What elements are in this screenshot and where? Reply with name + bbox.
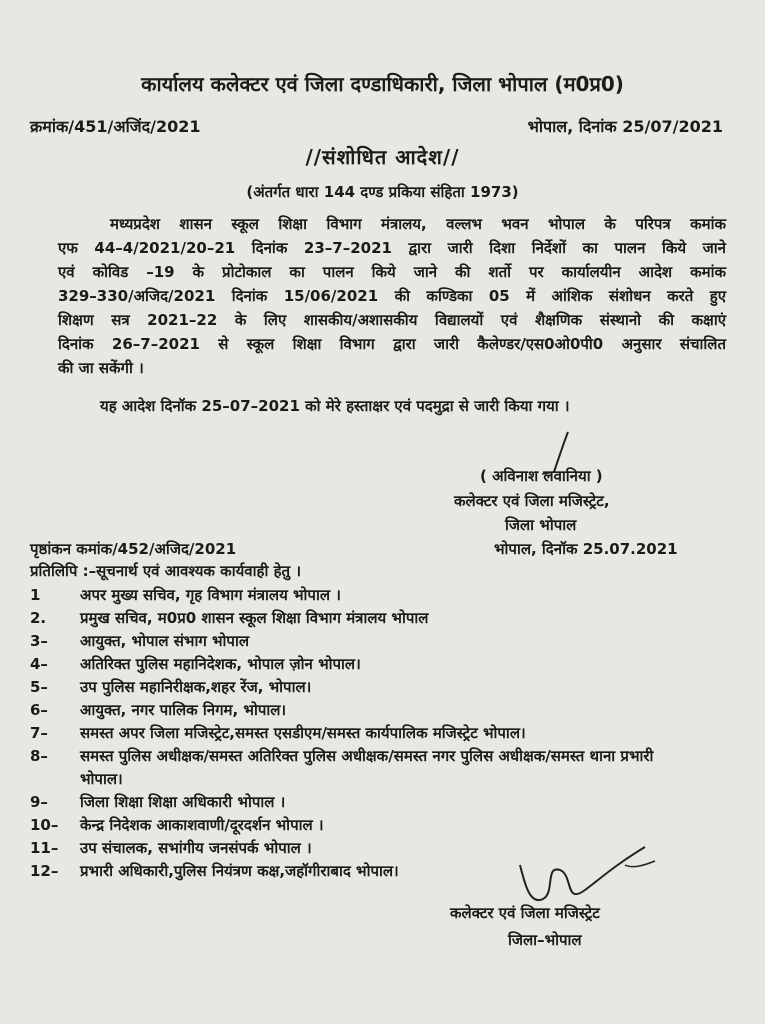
copy-heading: प्रतिलिपि :–सूचनार्थ एवं आवश्यक कार्यवाही हेतु । [30, 562, 302, 580]
body-line: मध्यप्रदेश शासन स्कूल शिक्षा विभाग मंत्रालय, वल्लभ भवन भोपाल के परिपत्र कमांक [110, 215, 726, 233]
copy-recipient: समस्त अपर जिला मजिस्ट्रेट,समस्त एसडीएम/समस्त कार्यपालिक मजिस्ट्रेट भोपाल। [80, 724, 526, 742]
copy-number: 1 [30, 586, 41, 604]
signatory-name: ( अविनाश लवानिया ) [480, 467, 603, 485]
copy-recipient: समस्त पुलिस अधीक्षक/समस्त अतिरिक्त पुलिस अधीक्षक/समस्त नगर पुलिस अधीक्षक/समस्त थाना प्रभारी भोपाल। [80, 747, 654, 788]
copy-number: 12– [30, 862, 59, 880]
order-heading: //संशोधित आदेश// [305, 145, 460, 169]
copy-number: 6– [30, 701, 48, 719]
footer-designation: कलेक्टर एवं जिला मजिस्ट्रेट [450, 904, 600, 922]
copy-item [30, 630, 730, 653]
order-place-date: भोपाल, दिनांक 25/07/2021 [527, 117, 723, 136]
copy-item [30, 699, 730, 722]
copy-item [30, 814, 730, 837]
body-line: एफ 44–4/2021/20–21 दिनांक 23–7–2021 द्वारा जारी दिशा निर्देशों का पालन किये जाने [58, 239, 726, 257]
signatory-date: भोपाल, दिनॉक 25.07.2021 [494, 540, 678, 558]
copy-recipient: अपर मुख्य सचिव, गृह विभाग मंत्रालय भोपाल । [80, 586, 341, 604]
copy-item [30, 676, 730, 699]
endorsement-ref-number: पृष्ठांकन कमांक/452/अजिद/2021 [30, 540, 237, 558]
copy-item [30, 653, 730, 676]
office-title: कार्यालय कलेक्टर एवं जिला दण्डाधिकारी, जिला भोपाल (म0प्र0) [141, 72, 624, 96]
copy-recipient: उप संचालक, सभांगीय जनसंपर्क भोपाल । [80, 839, 312, 857]
copy-recipient: जिला शिक्षा शिक्षा अधिकारी भोपाल । [80, 793, 286, 811]
body-line: 329–330/अजिद/2021 दिनांक 15/06/2021 की कण्डिका 05 में आंशिक संशोधन करते हुए [58, 287, 726, 305]
copy-item [30, 745, 730, 791]
copy-item [30, 791, 730, 814]
copy-item [30, 607, 730, 630]
body-line: की जा सकेंगी । [58, 359, 144, 377]
signatory-designation: कलेक्टर एवं जिला मजिस्ट्रेट, [454, 492, 610, 510]
copy-number: 3– [30, 632, 48, 650]
copy-recipient: प्रभारी अधिकारी,पुलिस नियंत्रण कक्ष,जहॉगीराबाद भोपाल। [80, 862, 399, 880]
copy-recipient: उप पुलिस महानिरीक्षक,शहर रेंज, भोपाल। [80, 678, 312, 696]
order-ref-number: क्रमांक/451/अजिंद/2021 [30, 117, 201, 136]
issued-statement: यह आदेश दिनॉक 25–07–2021 को मेरे हस्ताक्षर एवं पदमुद्रा से जारी किया गया । [100, 397, 570, 415]
body-line: शिक्षण सत्र 2021–22 के लिए शासकीय/अशासकीय विद्यालयों एवं शैक्षणिक संस्थानो की कक्षाएं [58, 311, 726, 329]
copy-number: 2. [30, 609, 47, 627]
copy-number: 7– [30, 724, 48, 742]
body-line: दिनांक 26–7–2021 से स्कूल शिक्षा विभाग द्वारा जारी कैलेण्डर/एस0ओ0पी0 अनुसार संचालित [58, 335, 726, 353]
copy-recipient: केन्द्र निदेशक आकाशवाणी/दूरदर्शन भोपाल । [80, 816, 324, 834]
copy-number: 9– [30, 793, 48, 811]
copy-recipient: प्रमुख सचिव, म0प्र0 शासन स्कूल शिक्षा विभाग मंत्रालय भोपाल [80, 609, 429, 627]
order-body [58, 212, 726, 380]
copy-number: 4– [30, 655, 48, 673]
body-line: एवं कोविड –19 के प्रोटोकाल का पालन किये जाने की शर्तो पर कार्यालयीन आदेश कमांक [58, 263, 726, 281]
copy-number: 8– [30, 747, 48, 765]
copy-item [30, 722, 730, 745]
copy-number: 5– [30, 678, 48, 696]
copy-recipient: आयुक्त, भोपाल संभाग भोपाल [80, 632, 250, 650]
copy-number: 10– [30, 816, 59, 834]
legal-section: (अंतर्गत धारा 144 दण्ड प्रकिया संहिता 1973) [246, 183, 519, 201]
signatory-place: जिला भोपाल [505, 516, 577, 534]
copy-recipient: अतिरिक्त पुलिस महानिदेशक, भोपाल ज़ोन भोपाल। [80, 655, 361, 673]
footer-place: जिला–भोपाल [508, 931, 582, 949]
copy-recipient: आयुक्त, नगर पालिक निगम, भोपाल। [80, 701, 287, 719]
copy-number: 11– [30, 839, 59, 857]
copy-item [30, 584, 730, 607]
